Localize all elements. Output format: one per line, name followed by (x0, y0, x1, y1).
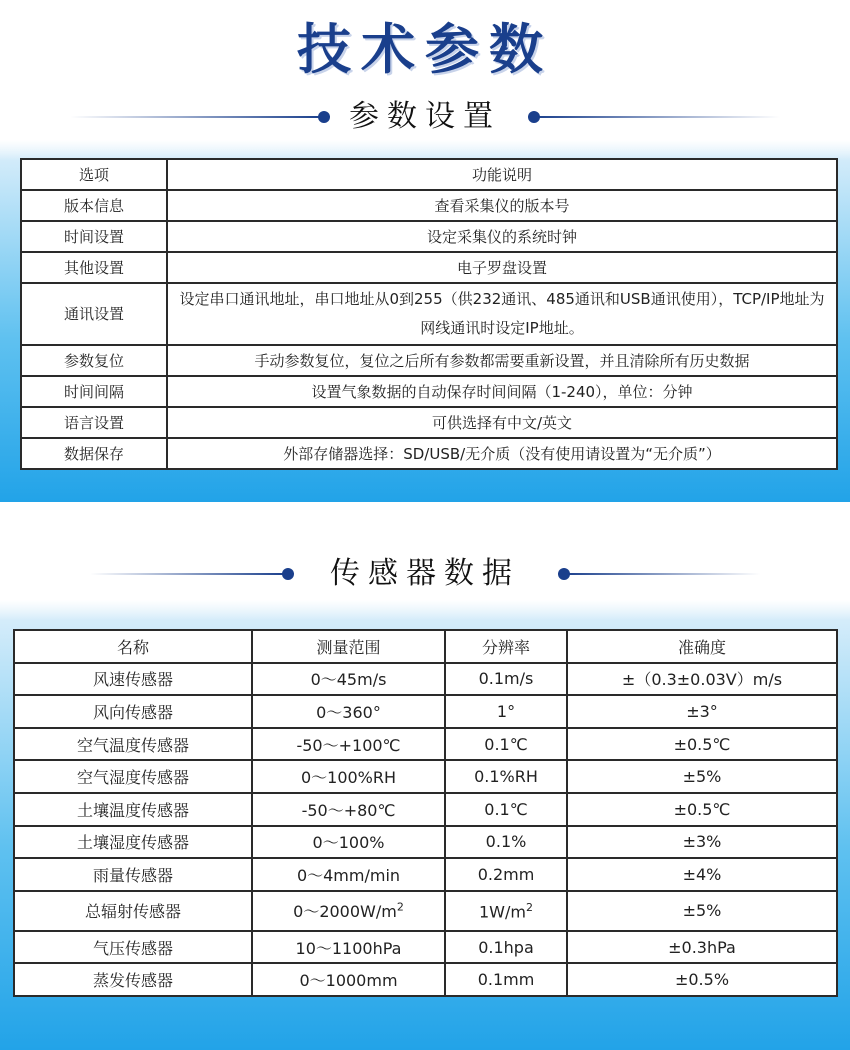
superscript: 2 (396, 900, 404, 914)
table-row (14, 963, 837, 996)
table-cell: 0～1000mm (252, 963, 445, 996)
table-cell (252, 891, 445, 931)
table-cell (445, 891, 567, 931)
table-cell: ±3% (567, 826, 837, 859)
table-cell: 0～100%RH (252, 760, 445, 793)
table-row (21, 190, 837, 221)
table-cell: 总辐射传感器 (14, 891, 252, 931)
table-row (21, 345, 837, 376)
table-cell: 查看采集仪的版本号 (167, 190, 837, 221)
divider-line (564, 573, 760, 575)
table-cell: 0～360° (252, 695, 445, 728)
table-cell: 0.2mm (445, 858, 567, 891)
table-cell: 通讯设置 (21, 283, 167, 345)
table-cell: 0.1% (445, 826, 567, 859)
table-cell: 风速传感器 (14, 663, 252, 696)
table-cell: 其他设置 (21, 252, 167, 283)
section-title: 传感器数据 (330, 556, 520, 591)
table-header-cell: 名称 (14, 630, 252, 663)
table-cell: 语言设置 (21, 407, 167, 438)
table-cell: 风向传感器 (14, 695, 252, 728)
table-cell: ±0.5℃ (567, 728, 837, 761)
table-row (14, 663, 837, 696)
table-cell: 参数复位 (21, 345, 167, 376)
table-cell: ±5% (567, 891, 837, 931)
table-cell: ±5% (567, 760, 837, 793)
table-cell: 蒸发传感器 (14, 963, 252, 996)
table-row (21, 283, 837, 345)
table-cell: 0.1℃ (445, 793, 567, 826)
range-value: 0～2000W/m (293, 902, 397, 922)
table-cell: 10～1100hPa (252, 931, 445, 964)
table-row (14, 891, 837, 931)
table-cell: 设定串口通讯地址，串口地址从0到255（供232通讯、485通讯和USB通讯使用），TCP/IP地址为网线通讯时设定IP地址。 (167, 283, 837, 345)
table-cell: ±4% (567, 858, 837, 891)
table-cell: 时间设置 (21, 221, 167, 252)
table-cell: 雨量传感器 (14, 858, 252, 891)
table-header-row (14, 630, 837, 663)
params-table (20, 158, 838, 470)
table-row (21, 438, 837, 469)
table-cell: ±0.3hPa (567, 931, 837, 964)
table-row (14, 695, 837, 728)
table-cell: 0.1℃ (445, 728, 567, 761)
table-cell: 0～100% (252, 826, 445, 859)
table-cell: -50～+100℃ (252, 728, 445, 761)
table-header-row (21, 159, 837, 190)
table-cell: 0～4mm/min (252, 858, 445, 891)
table-row (14, 931, 837, 964)
section-title: 参数设置 (349, 99, 501, 134)
table-cell: 电子罗盘设置 (167, 252, 837, 283)
table-cell: 土壤温度传感器 (14, 793, 252, 826)
table-cell: 设置气象数据的自动保存时间间隔（1-240），单位：分钟 (167, 376, 837, 407)
table-cell: 版本信息 (21, 190, 167, 221)
table-header-cell: 功能说明 (167, 159, 837, 190)
table-cell: 气压传感器 (14, 931, 252, 964)
table-header-cell: 准确度 (567, 630, 837, 663)
divider-line (534, 116, 780, 118)
table-row (14, 858, 837, 891)
table-row (14, 760, 837, 793)
table-row (14, 793, 837, 826)
table-row (14, 728, 837, 761)
table-header-cell: 分辨率 (445, 630, 567, 663)
table-cell: 数据保存 (21, 438, 167, 469)
table-cell: 空气湿度传感器 (14, 760, 252, 793)
table-header-cell: 测量范围 (252, 630, 445, 663)
table-cell: 空气温度传感器 (14, 728, 252, 761)
table-row (21, 376, 837, 407)
table-header-cell: 选项 (21, 159, 167, 190)
table-row (14, 826, 837, 859)
table-cell: ±0.5℃ (567, 793, 837, 826)
table-cell: 0.1hpa (445, 931, 567, 964)
table-row (21, 407, 837, 438)
table-cell: 0.1m/s (445, 663, 567, 696)
table-cell: 可供选择有中文/英文 (167, 407, 837, 438)
table-cell: 设定采集仪的系统时钟 (167, 221, 837, 252)
section-header-params (0, 92, 850, 142)
table-cell: 土壤湿度传感器 (14, 826, 252, 859)
table-cell: -50～+80℃ (252, 793, 445, 826)
table-row (21, 221, 837, 252)
table-cell: 0.1%RH (445, 760, 567, 793)
table-cell: 时间间隔 (21, 376, 167, 407)
table-cell: 0～45m/s (252, 663, 445, 696)
table-cell: ±（0.3±0.03V）m/s (567, 663, 837, 696)
table-cell: 手动参数复位，复位之后所有参数都需要重新设置，并且清除所有历史数据 (167, 345, 837, 376)
table-cell: 0.1mm (445, 963, 567, 996)
sensors-table (13, 629, 838, 997)
section-header-sensors (0, 549, 850, 599)
resolution-value: 1W/m (479, 901, 526, 921)
table-row (21, 252, 837, 283)
page-title: 技术参数 (297, 18, 553, 81)
table-cell: 外部存储器选择：SD/USB/无介质（没有使用请设置为“无介质”） (167, 438, 837, 469)
table-cell: ±0.5% (567, 963, 837, 996)
table-cell: 1° (445, 695, 567, 728)
table-cell: ±3° (567, 695, 837, 728)
superscript: 2 (525, 900, 533, 914)
